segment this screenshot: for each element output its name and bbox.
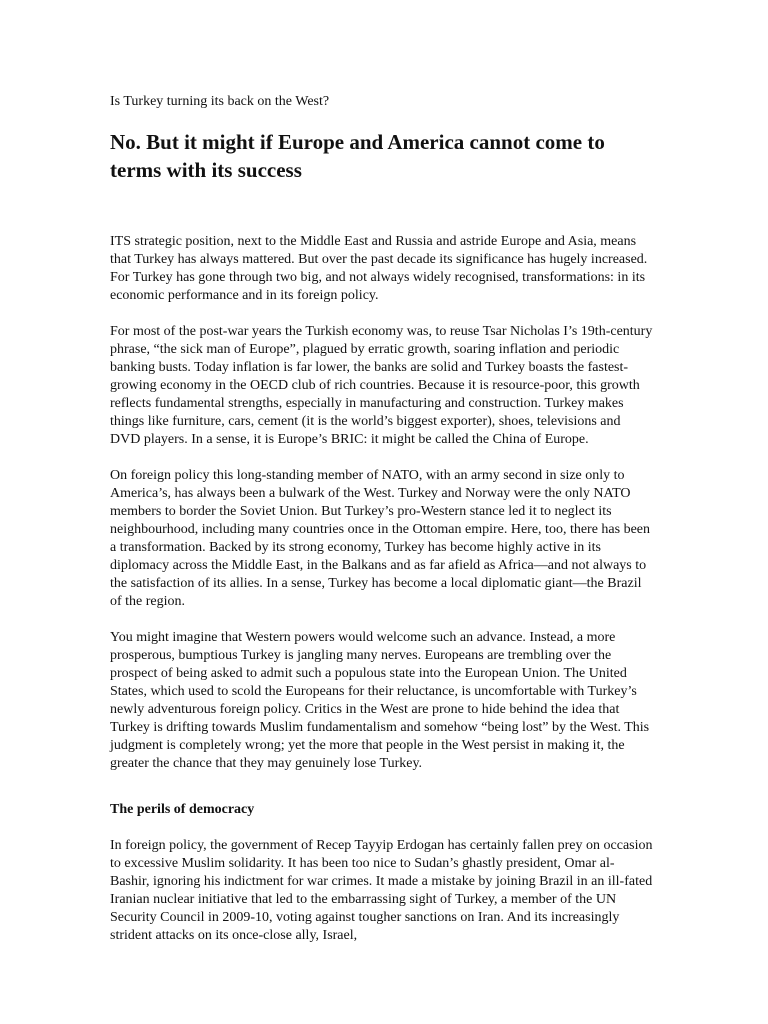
article-kicker: Is Turkey turning its back on the West?	[110, 94, 330, 109]
paragraph: You might imagine that Western powers would welcome such an advance. Instead, a more prosperous, bumptious Turkey is jangling many nerves. Europeans are trembling over the prospect of being asked to admit such a populous state into the European Union. The United States, which used to scold the Europeans for their reluctance, is uncomfortable with Turkey’s newly adventurous foreign policy. Critics in the West are prone to hide behind the idea that Turkey is drifting towards Muslim fundamentalism and somehow “being lost” by the West. This judgment is completely wrong; yet the more that people in the West persist in making it, the greater the chance that they may genuinely lose Turkey.	[110, 630, 650, 771]
article-body	[110, 233, 654, 963]
paragraph: On foreign policy this long-standing member of NATO, with an army second in size only to America’s, has always been a bulwark of the West. Turkey and Norway were the only NATO members to border the Soviet Union. But Turkey’s pro-Western stance led it to neglect its neighbourhood, including many countries once in the Ottoman empire. Here, too, there has been a transformation. Backed by its strong economy, Turkey has become highly active in its diplomacy across the Middle East, in the Balkans and as far afield as Africa—and not always to the satisfaction of its allies. In a sense, Turkey has become a local diplomatic giant—the Brazil of the region.	[110, 468, 651, 609]
section-subheading: The perils of democracy	[110, 802, 255, 817]
article-headline: No. But it might if Europe and America cannot come to terms with its success	[110, 130, 605, 182]
paragraph: For most of the post-war years the Turkish economy was, to reuse Tsar Nicholas I’s 19th-century phrase, “the sick man of Europe”, plagued by erratic growth, soaring inflation and periodic banking busts. Today inflation is far lower, the banks are solid and Turkey boasts the fastest-growing economy in the OECD club of rich countries. Because it is resource-poor, this growth reflects fundamental strengths, especially in manufacturing and construction. Turkey makes things like furniture, cars, cement (it is the world’s biggest exporter), shoes, televisions and DVD players. In a sense, it is Europe’s BRIC: it might be called the China of Europe.	[110, 324, 653, 447]
paragraph: In foreign policy, the government of Recep Tayyip Erdogan has certainly fallen prey on occasion to excessive Muslim solidarity. It has been too nice to Sudan’s ghastly president, Omar al-Bashir, ignoring his indictment for war crimes. It made a mistake by joining Brazil in an ill-fated Iranian nuclear initiative that led to the embarrassing sight of Turkey, a member of the UN Security Council in 2009-10, voting against tougher sanctions on Iran. And its increasingly strident attacks on its once-close ally, Israel,	[110, 838, 653, 943]
paragraph: ITS strategic position, next to the Middle East and Russia and astride Europe and Asia, means that Turkey has always mattered. But over the past decade its significance has hugely increased. For Turkey has gone through two big, and not always widely recognised, transformations: in its economic performance and in its foreign policy.	[110, 234, 648, 303]
